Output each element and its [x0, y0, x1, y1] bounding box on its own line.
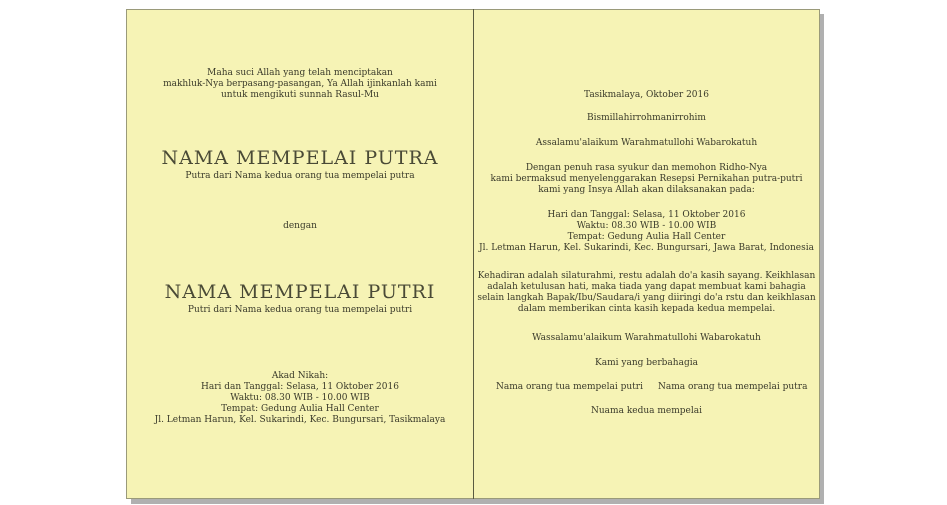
parents-groom: Nama orang tua mempelai putra	[658, 382, 808, 392]
right-page	[473, 9, 820, 499]
couple-names: Nuama kedua mempelai	[591, 406, 702, 416]
groom-name: NAMA MEMPELAI PUTRA	[161, 147, 439, 169]
salam: Assalamu'alaikum Warahmatullohi Wabarokatuh	[535, 138, 758, 148]
connector-text: dengan	[283, 221, 317, 231]
left-page	[126, 9, 474, 499]
intro-text: Dengan penuh rasa syukur dan memohon Ridho-Nya kami bermaksud menyelenggarakan Resepsi Pernikahan putra-putri kami yang Insya Allah akan dilaksanakan pada:	[490, 163, 803, 195]
event-details: Hari dan Tanggal: Selasa, 11 Oktober 2016 Waktu: 08.30 WIB - 10.00 WIB Tempat: Gedung Aulia Hall Center Jl. Letman Harun, Kel. Sukarindi, Kec. Bungursari, Jawa Barat, Indonesia	[479, 210, 814, 253]
parents-bride: Nama orang tua mempelai putri	[496, 382, 643, 392]
akad-details: Akad Nikah: Hari dan Tanggal: Selasa, 11 Oktober 2016 Waktu: 08.30 WIB - 10.00 WIB Tempat: Gedung Aulia Hall Center Jl. Letman Harun, Kel. Sukarindi, Kec. Bungursari, Tasikmalaya	[154, 371, 446, 425]
basmalah: Bismillahirrohmanirrohim	[587, 113, 706, 123]
message-text: Kehadiran adalah silaturahmi, restu adalah do'a kasih sayang. Keikhlasan adalah ketulusan hati, maka tiada yang dapat membuat kami bahagia selain langkah Bapak/Ibu/Saudara/i yang diiringi do'a rstu dan keikhlasan dalam memberikan cinta kasih kepada kedua mempelai.	[477, 271, 816, 314]
bride-name: NAMA MEMPELAI PUTRI	[164, 281, 436, 303]
groom-parents: Putra dari Nama kedua orang tua mempelai putra	[185, 171, 415, 181]
happy-text: Kami yang berbahagia	[595, 358, 698, 368]
bride-parents: Putri dari Nama kedua orang tua mempelai putri	[187, 305, 413, 315]
opening-text: Maha suci Allah yang telah menciptakan makhluk-Nya berpasang-pasangan, Ya Allah ijinkanlah kami untuk mengikuti sunnah Rasul-Mu	[163, 68, 437, 100]
closing-salam: Wassalamu'alaikum Warahmatullohi Wabarokatuh	[532, 333, 761, 343]
place-date: Tasikmalaya, Oktober 2016	[584, 90, 709, 100]
page-divider	[473, 9, 474, 499]
